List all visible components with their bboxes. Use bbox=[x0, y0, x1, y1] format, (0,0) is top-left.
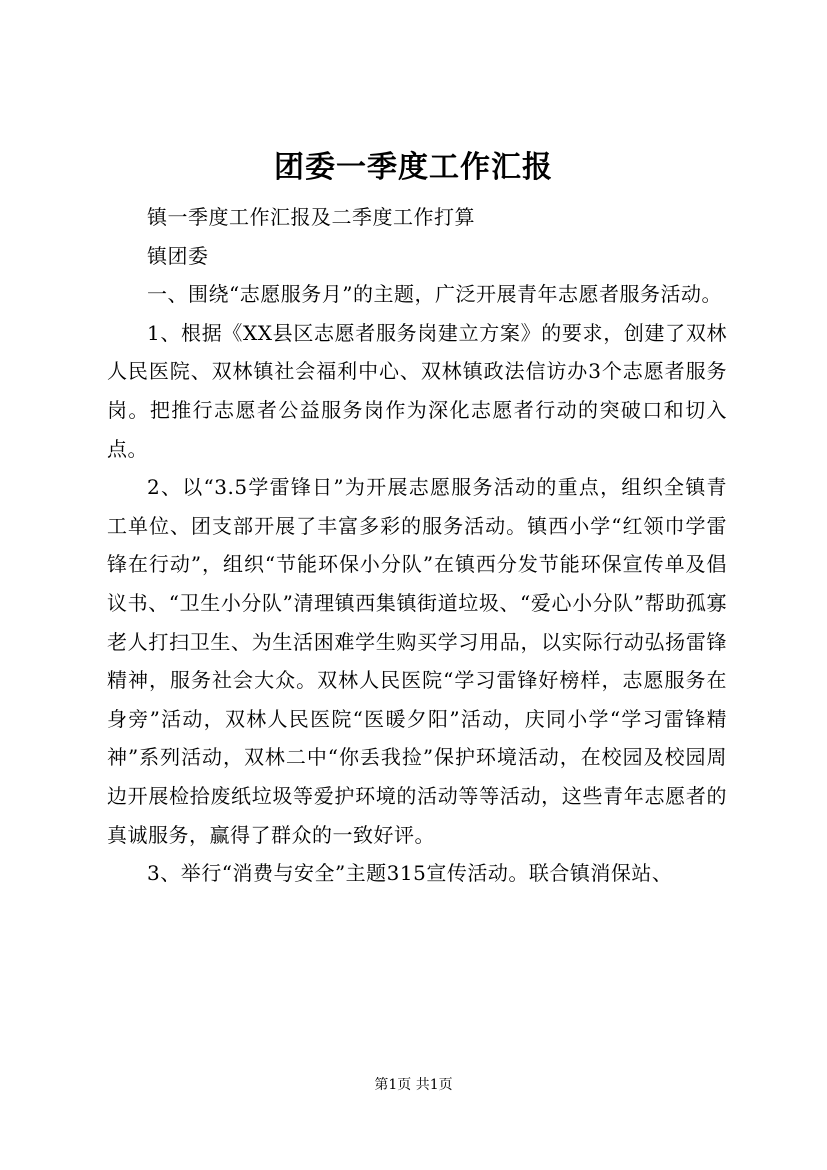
document-author: 镇团委 bbox=[147, 243, 209, 268]
paragraph: 一、围绕“志愿服务月”的主题，广泛开展青年志愿者服务活动。 bbox=[147, 282, 722, 307]
paragraph: 1、根据《XX县区志愿者服务岗建立方案》的要求，创建了双林人民医院、双林镇社会福利中心、双林镇政法信访办3个志愿者服务岗。把推行志愿者公益服务岗作为深化志愿者行动的突破口和切入点。 bbox=[107, 320, 727, 461]
page-number-footer: 第1页 共1页 bbox=[374, 1077, 453, 1093]
document-subtitle: 镇一季度工作汇报及二季度工作打算 bbox=[147, 205, 475, 229]
paragraph: 2、以“3.5学雷锋日”为开展志愿服务活动的重点，组织全镇青工单位、团支部开展了丰富多彩的服务活动。镇西小学“红领巾学雷锋在行动”，组织“节能环保小分队”在镇西分发节能环保宣传单及倡议书、“卫生小分队”清理镇西集镇街道垃圾、“爱心小分队”帮助孤寡老人打扫卫生、为生活困难学生购买学习用品，以实际行动弘扬雷锋精神，服务社会大众。双林人民医院“学习雷锋好榜样，志愿服务在身旁”活动，双林人民医院“医暖夕阳”活动，庆同小学“学习雷锋精神”系列活动，双林二中“你丢我捡”保护环境活动，在校园及校园周边开展检拾废纸垃圾等爱护环境的活动等等活动，这些青年志愿者的真诚服务，赢得了群众的一致好评。 bbox=[107, 475, 727, 847]
paragraph: 3、举行“消费与安全”主题315宣传活动。联合镇消保站、 bbox=[147, 861, 673, 886]
document-body bbox=[107, 198, 727, 893]
document-title: 团委一季度工作汇报 bbox=[274, 150, 553, 185]
